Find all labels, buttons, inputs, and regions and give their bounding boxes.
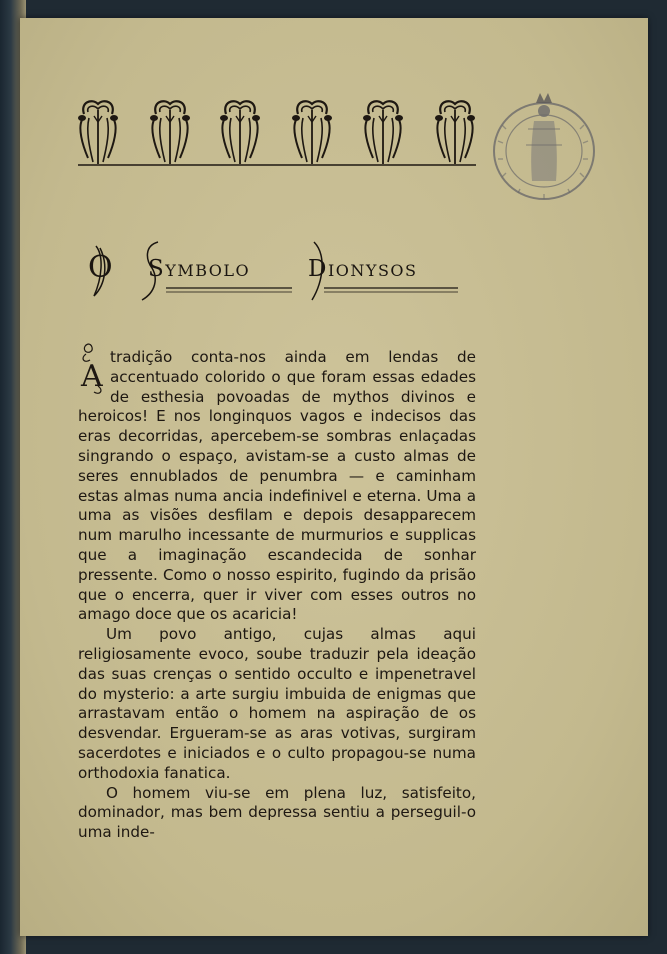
header-ornament-row — [78, 96, 476, 168]
paragraph-1-text: tradição conta-nos ainda em lendas de accentuado colorido o que foram essas edades de esthesia povoadas de mythos divinos e heroicos! E nos longinquos vagos e indecisos das eras decorridas, apercebem-se sombras enlaçadas singrando o espaço, avistam-se a custo almas de seres ennublados de penumbra — e caminham estas almas numa ancia indefinivel e eterna. Uma a uma as visões desfilam e depois desapparecem num marulho incessante de murmurios e supplicas que a imaginação escandecida de sonhar pressente. Como o nosso espirito, fugindo da prisão que o encerra, quer ir viver com esses outros no amago doce que os acaricia! — [78, 348, 476, 624]
paragraph-2: Um povo antigo, cujas almas aqui religiosamente evoco, soube traduzir pela ideação das suas crenças o sentido occulto e impenetravel do mysterio: a arte surgiu imbuida de enigmas que arrastavam então o homem na aspiração de os desvendar. Ergueram-se as aras votivas, surgiram sacerdotes e iniciados e o culto propagou-se numa orthodoxia fanatica. — [78, 625, 476, 782]
library-stamp — [488, 85, 600, 205]
title-word-1: O — [88, 250, 115, 285]
title-word-2: Symbolo — [148, 256, 251, 282]
title-text — [86, 248, 476, 296]
title-word-3: Dionysos — [308, 256, 418, 282]
art-nouveau-ornament-icon — [78, 96, 476, 168]
chapter-title — [86, 238, 476, 306]
drop-cap-letter: A — [81, 359, 103, 394]
body-text — [78, 348, 476, 843]
paragraph-3: O homem viu-se em plena luz, satisfeito, dominador, mas bem depressa sentiu a perseguil-o uma inde- — [78, 783, 476, 842]
drop-cap — [78, 342, 106, 398]
paragraph-1 — [78, 348, 476, 625]
